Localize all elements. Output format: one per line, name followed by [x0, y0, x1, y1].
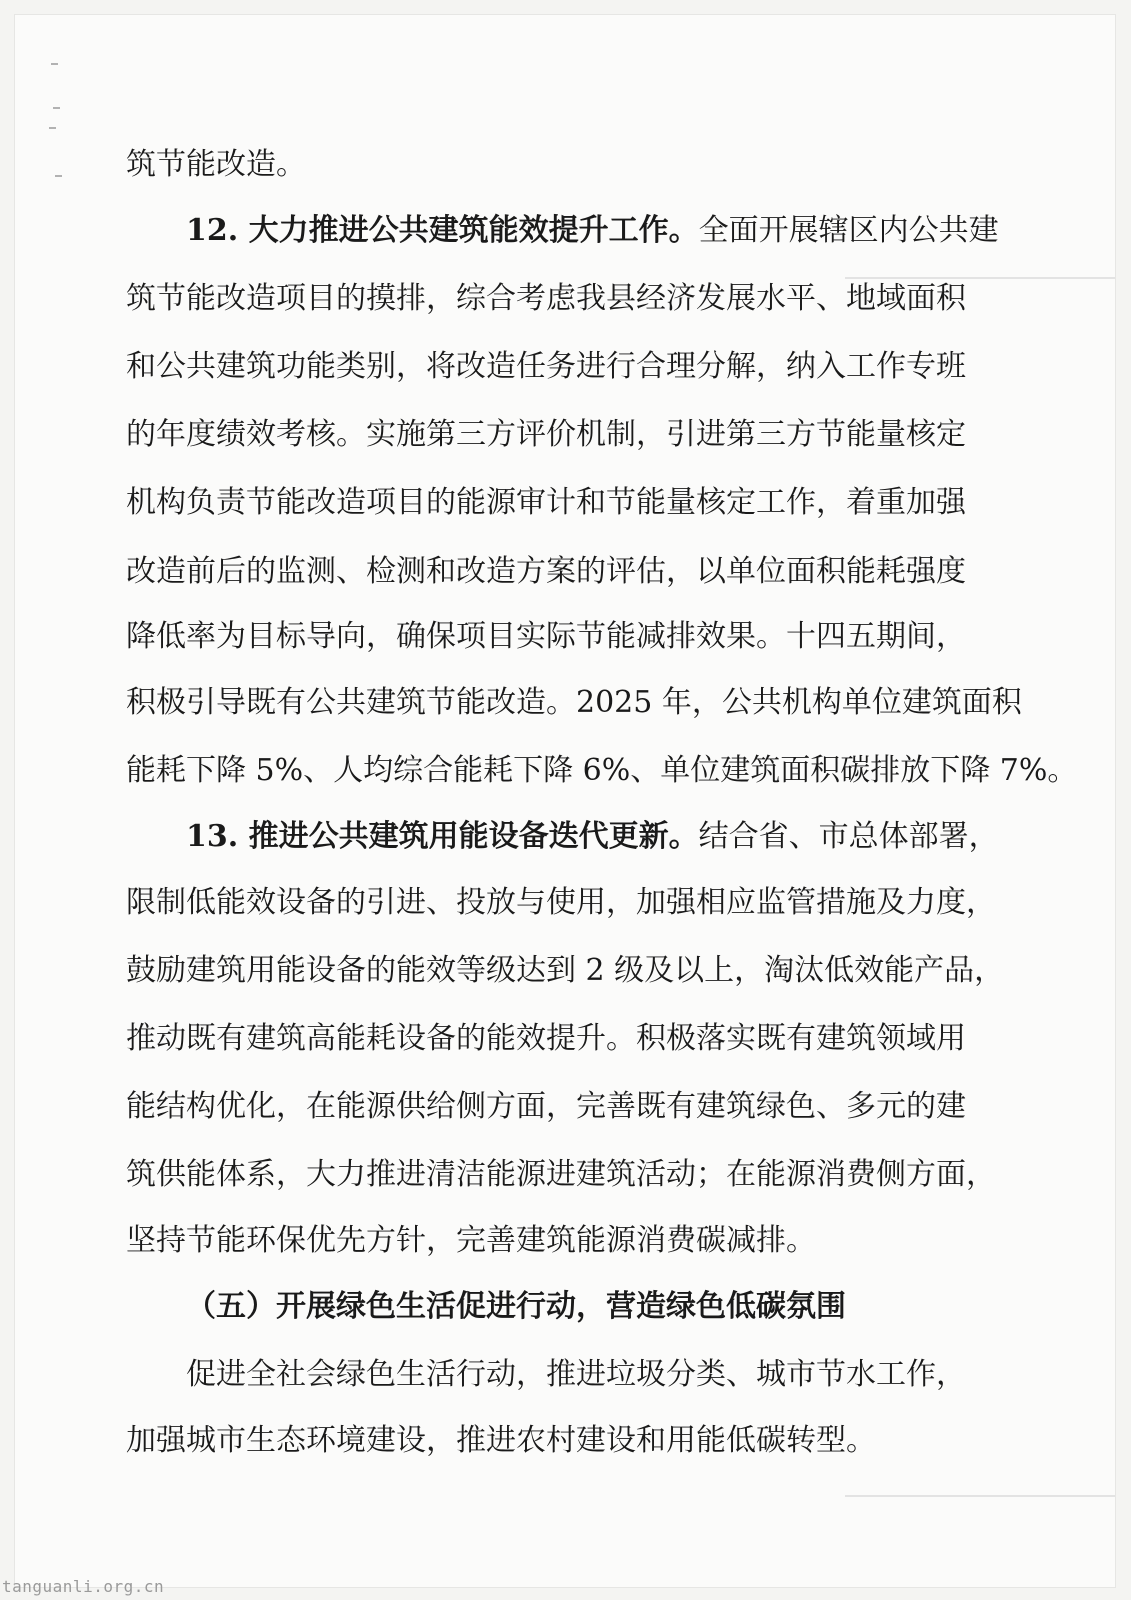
body-text: 鼓励建筑用能设备的能效等级达到 2 级及以上，淘汰低效能产品， — [126, 953, 1005, 988]
body-text: 加强城市生态环境建设，推进农村建设和用能低碳转型。 — [126, 1423, 876, 1458]
body-text: 能结构优化，在能源供给侧方面，完善既有建筑绿色、多元的建 — [126, 1089, 966, 1124]
body-text: 坚持节能环保优先方针，完善建筑能源消费碳减排。 — [126, 1223, 816, 1258]
body-text-line — [126, 147, 306, 183]
body-text-line — [126, 485, 966, 521]
bleed-through-line — [845, 1495, 1115, 1497]
bold-heading-text: 12. 大力推进公共建筑能效提升工作。 — [186, 213, 699, 248]
body-text-line — [186, 1289, 846, 1325]
body-text-line — [126, 349, 966, 385]
body-text: 促进全社会绿色生活行动，推进垃圾分类、城市节水工作， — [186, 1357, 966, 1392]
body-text: 改造前后的监测、检测和改造方案的评估，以单位面积能耗强度 — [126, 554, 966, 589]
body-text: 能耗下降 5%、人均综合能耗下降 6%、单位建筑面积碳排放下降 7%。 — [126, 753, 1078, 788]
scan-speck — [49, 127, 56, 129]
body-text-line — [126, 685, 1022, 721]
body-text-line — [126, 554, 966, 590]
document-page — [14, 14, 1116, 1588]
body-text: 筑供能体系，大力推进清洁能源进建筑活动；在能源消费侧方面， — [126, 1157, 996, 1192]
body-text: 和公共建筑功能类别，将改造任务进行合理分解，纳入工作专班 — [126, 349, 966, 384]
body-text: 降低率为目标导向，确保项目实际节能减排效果。十四五期间， — [126, 619, 966, 654]
body-text-line — [126, 417, 966, 453]
body-text-line — [126, 281, 966, 317]
bold-heading-text: 13. 推进公共建筑用能设备迭代更新。 — [186, 819, 699, 854]
body-text-line — [126, 619, 966, 655]
body-text: 的年度绩效考核。实施第三方评价机制，引进第三方节能量核定 — [126, 417, 966, 452]
body-text-line — [126, 1089, 966, 1125]
body-text: 结合省、市总体部署， — [698, 819, 999, 854]
scan-speck — [53, 107, 60, 109]
body-text: 推动既有建筑高能耗设备的能效提升。积极落实既有建筑领域用 — [126, 1021, 966, 1056]
scan-speck — [55, 175, 62, 177]
scan-speck — [51, 63, 58, 65]
bleed-through-line — [845, 277, 1115, 279]
body-text-line — [186, 819, 999, 855]
bold-heading-text: （五）开展绿色生活促进行动，营造绿色低碳氛围 — [186, 1289, 846, 1324]
body-text: 筑节能改造。 — [126, 147, 306, 182]
body-text-line — [186, 1357, 966, 1393]
body-text: 筑节能改造项目的摸排，综合考虑我县经济发展水平、地域面积 — [126, 281, 966, 316]
body-text-line — [126, 1423, 876, 1459]
body-text-line — [126, 1021, 966, 1057]
body-text-line — [126, 1157, 996, 1193]
body-text-line — [126, 953, 1005, 989]
body-text: 积极引导既有公共建筑节能改造。2025 年，公共机构单位建筑面积 — [126, 685, 1022, 720]
body-text: 限制低能效设备的引进、投放与使用，加强相应监管措施及力度， — [126, 885, 996, 920]
body-text-line — [126, 885, 996, 921]
site-watermark: tanguanli.org.cn — [2, 1577, 165, 1596]
body-text: 全面开展辖区内公共建 — [698, 213, 999, 248]
body-text: 机构负责节能改造项目的能源审计和节能量核定工作，着重加强 — [126, 485, 966, 520]
body-text-line — [126, 1223, 816, 1259]
body-text-line — [126, 753, 1078, 789]
body-text-line — [186, 213, 999, 249]
